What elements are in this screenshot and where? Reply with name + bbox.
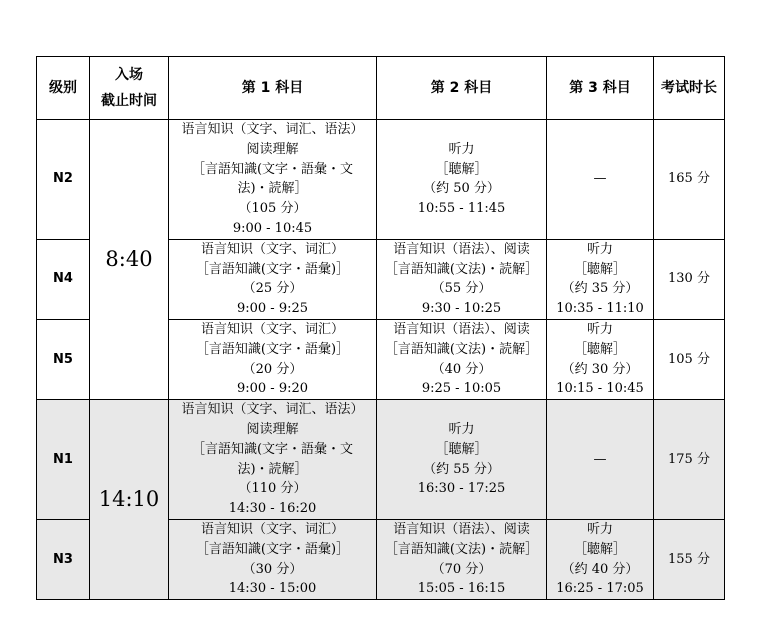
- header-row: [37, 57, 725, 120]
- subject-line: ［言語知識(文字・語彙・文: [191, 161, 354, 177]
- subject-line: （30 分）: [242, 561, 303, 577]
- subject-line: （20 分）: [242, 361, 303, 377]
- subject-line: （约 35 分）: [561, 281, 639, 297]
- subject-line: ［言語知識(文字・語彙)］: [195, 261, 350, 277]
- subject-line: ［言語知識(文法)・読解］: [384, 261, 539, 277]
- subject-line: 语言知识（语法）、阅读: [393, 521, 530, 537]
- subject-line: （40 分）: [431, 361, 492, 377]
- subject-line: ［聴解］: [573, 261, 626, 277]
- subject-line: （约 55 分）: [423, 461, 500, 477]
- subject-line: 听力: [586, 241, 613, 257]
- subject-line: （55 分）: [431, 281, 492, 297]
- subject2-cell: [377, 319, 547, 399]
- subject-line: 9:30 - 10:25: [421, 301, 502, 317]
- subject-line: 语言知识（文字、词汇）: [200, 521, 344, 537]
- subject-line: 法)・読解］: [237, 461, 308, 477]
- table-row: [37, 120, 725, 240]
- header-subject2: 第 2 科目: [377, 57, 547, 120]
- subject-line: ［言語知識(文字・語彙)］: [195, 341, 350, 357]
- subject-line: （约 30 分）: [561, 361, 639, 377]
- subject-line: —: [593, 451, 607, 467]
- subject-line: —: [593, 171, 607, 187]
- subject-line: 语言知识（文字、词汇、语法）: [181, 122, 364, 137]
- subject-line: ［聴解］: [435, 161, 488, 177]
- subject-line: 听力: [448, 141, 475, 157]
- level-cell: N2: [37, 120, 90, 240]
- subject-line: ［聴解］: [435, 441, 488, 457]
- subject-line: 法)・読解］: [237, 181, 308, 197]
- subject-line: 16:30 - 17:25: [417, 481, 506, 497]
- subject3-cell: [547, 519, 654, 599]
- exam-schedule-table: [36, 56, 725, 600]
- subject3-cell: [547, 400, 654, 520]
- subject-line: ［言語知識(文字・語彙・文: [191, 441, 354, 457]
- subject1-cell: [169, 319, 377, 399]
- level-cell: N1: [37, 400, 90, 520]
- subject-line: 阅读理解: [246, 421, 299, 437]
- subject-line: 语言知识（文字、词汇、语法）: [181, 402, 364, 418]
- subject-line: （25 分）: [242, 281, 303, 297]
- header-subject3: 第 3 科目: [547, 57, 654, 120]
- subject-line: 听力: [586, 321, 613, 337]
- header-entry-deadline: [90, 57, 169, 120]
- table-row: [37, 400, 725, 520]
- subject1-cell: [169, 120, 377, 240]
- subject-line: 语言知识（语法）、阅读: [393, 321, 530, 337]
- header-entry-line1: 入场: [115, 67, 143, 83]
- subject-line: 14:30 - 15:00: [228, 581, 317, 597]
- subject-line: 语言知识（文字、词汇）: [200, 321, 344, 337]
- subject-line: ［言語知識(文法)・読解］: [384, 541, 539, 557]
- subject-line: （约 40 分）: [561, 561, 639, 577]
- subject-line: ［言語知識(文字・語彙)］: [195, 541, 350, 557]
- duration-cell: 155 分: [654, 519, 725, 599]
- subject2-cell: [377, 120, 547, 240]
- duration-cell: 130 分: [654, 239, 725, 319]
- subject-line: ［聴解］: [573, 541, 626, 557]
- subject1-cell: [169, 400, 377, 520]
- subject2-cell: [377, 400, 547, 520]
- duration-cell: 165 分: [654, 120, 725, 240]
- level-cell: N5: [37, 319, 90, 399]
- subject-line: （70 分）: [431, 561, 492, 577]
- subject-line: 听力: [448, 421, 475, 437]
- duration-cell: 105 分: [654, 319, 725, 399]
- subject-line: ［言語知識(文法)・読解］: [384, 341, 539, 357]
- subject-line: ［聴解］: [573, 341, 626, 357]
- header-subject1: 第 1 科目: [169, 57, 377, 120]
- subject1-cell: [169, 239, 377, 319]
- entry-time-cell: 8:40: [90, 120, 169, 400]
- header-duration: 考试时长: [654, 57, 725, 120]
- subject-line: 9:00 - 9:25: [236, 301, 309, 317]
- subject-line: 9:00 - 10:45: [232, 220, 313, 236]
- subject-line: 10:55 - 11:45: [417, 201, 506, 217]
- subject-line: 15:05 - 16:15: [417, 581, 506, 597]
- subject-line: 10:35 - 11:10: [556, 301, 644, 317]
- subject1-cell: [169, 519, 377, 599]
- duration-cell: 175 分: [654, 400, 725, 520]
- entry-time-cell: 14:10: [90, 400, 169, 600]
- level-cell: N4: [37, 239, 90, 319]
- subject3-cell: [547, 319, 654, 399]
- subject-line: 9:00 - 9:20: [236, 381, 309, 397]
- subject2-cell: [377, 519, 547, 599]
- header-entry-line2: 截止时间: [101, 93, 157, 109]
- header-level: 级别: [37, 57, 90, 120]
- subject3-cell: [547, 120, 654, 240]
- subject-line: （105 分）: [238, 201, 307, 217]
- subject-line: （110 分）: [238, 481, 307, 497]
- subject-line: 10:15 - 10:45: [556, 381, 644, 397]
- subject-line: 语言知识（文字、词汇）: [200, 241, 344, 257]
- subject-line: （约 50 分）: [423, 181, 500, 197]
- subject-line: 听力: [586, 521, 613, 537]
- subject3-cell: [547, 239, 654, 319]
- subject2-cell: [377, 239, 547, 319]
- level-cell: N3: [37, 519, 90, 599]
- subject-line: 16:25 - 17:05: [556, 581, 644, 597]
- subject-line: 语言知识（语法）、阅读: [393, 241, 530, 257]
- subject-line: 14:30 - 16:20: [228, 501, 317, 517]
- subject-line: 9:25 - 10:05: [421, 381, 502, 397]
- subject-line: 阅读理解: [246, 141, 299, 157]
